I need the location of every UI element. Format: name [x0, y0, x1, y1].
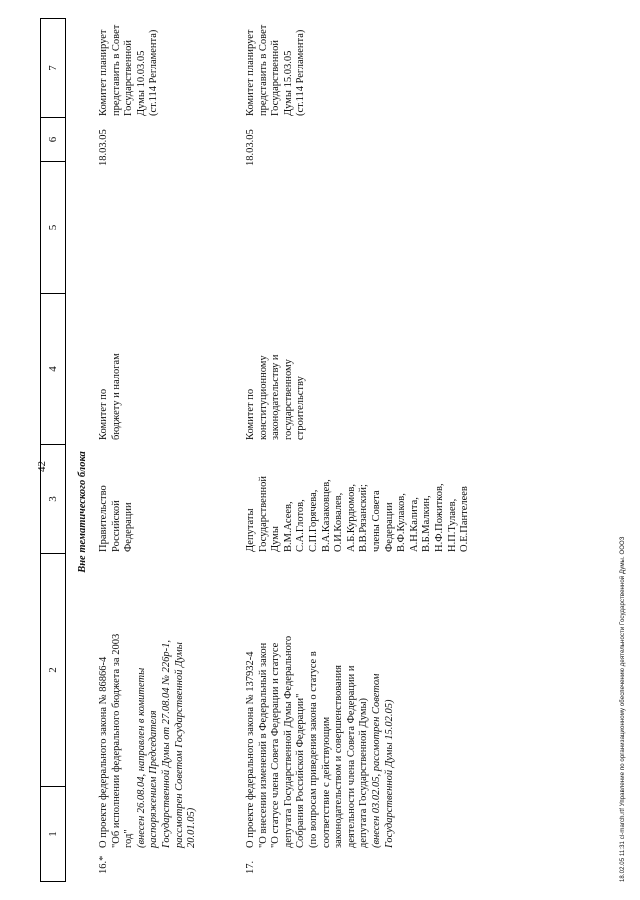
bill-title-line: О проекте федерального закона № 86866-4 — [98, 656, 109, 848]
author-line: В.А.Казаковцев, — [320, 479, 332, 552]
plan-line: Государственной — [123, 40, 135, 116]
header-col-3: 3 — [41, 444, 65, 553]
header-col-7: 7 — [47, 65, 59, 71]
header-col-4: 4 — [41, 293, 65, 444]
committee-line: конституционному — [257, 355, 269, 440]
bill-title-line: О проекте федерального закона № 137932-4 — [245, 651, 256, 848]
author-line: В.М.Асеев, — [282, 501, 294, 552]
author-line: Российской — [110, 500, 122, 552]
page-footer: 18.02.05 11:31 cl-march.rtf Управление по организационному обеспечению деятельности Государственной Думы. ОООЗ — [620, 536, 626, 882]
bill-title-line: Собрания Российской Федерации" — [295, 693, 307, 848]
author-line: О.Е.Пантелеев — [459, 486, 471, 552]
page-number: 42 — [36, 461, 48, 472]
plan-line: представить в Совет — [257, 24, 269, 116]
author-line: В.В.Рязанский; — [358, 484, 370, 552]
header-col-1: 1 — [41, 786, 65, 881]
author-line: О.И.Ковалев, — [333, 492, 345, 552]
plan-note — [98, 6, 161, 116]
bill-title-line: год" — [123, 829, 135, 848]
bill-title-line: соответствие с действующим — [320, 716, 332, 848]
review-date: 18.03.05 — [98, 129, 109, 166]
row-number: 17. — [245, 860, 256, 874]
section-title: Вне тематического блока — [77, 451, 88, 573]
header-col-2: 2 — [41, 553, 65, 786]
header-col-6: 6 — [41, 117, 65, 161]
committee-line: строительству — [295, 376, 307, 440]
bill-description — [98, 580, 199, 848]
committee-line: Комитет по — [98, 388, 109, 440]
plan-line: представить в Совет — [110, 24, 122, 116]
committee-line: Комитет по — [245, 388, 256, 440]
author-line: В.Б.Малкин, — [421, 495, 433, 552]
author-line: А.Н.Калита, — [408, 497, 420, 552]
bill-title-line: "О внесении изменений в Федеральный закон — [257, 642, 269, 848]
bill-note-line: (внесен 03.02.05, рассмотрен Советом — [370, 673, 382, 848]
responsible-committee — [245, 300, 308, 440]
committee-line: законодательству и — [270, 354, 282, 440]
bill-note-line: рассмотрен Советом Государственной Думы — [173, 642, 185, 848]
plan-line: (ст.114 Регламента) — [148, 29, 160, 116]
table-header-row — [40, 18, 66, 882]
author-line: С.А.Глотов, — [295, 499, 307, 552]
plan-line: Комитет планирует — [245, 29, 256, 116]
bill-title-line: "О статусе члена Совета Федерации и статусе — [270, 642, 282, 848]
review-date: 18.03.05 — [245, 129, 256, 166]
bill-note-line: 20.01.05) — [186, 807, 198, 848]
plan-line: Думы 15.03.05 — [282, 50, 294, 116]
bill-title-line: депутата Государственной Думы Федерального — [282, 635, 294, 848]
plan-line: Государственной — [270, 40, 282, 116]
bill-title-line: "Об исполнении федерального бюджета за 2003 — [110, 633, 122, 848]
bill-title-line: законодательством и совершенствования — [333, 665, 345, 848]
author-line: В.Ф.Кулаков, — [396, 493, 408, 552]
author-line: Государственной — [257, 476, 269, 552]
author-line: Правительство — [98, 485, 109, 552]
author-line: Думы — [270, 526, 282, 552]
row-number: 16.* — [98, 855, 109, 874]
bill-title-line: (по вопросам приведения закона о статусе в — [307, 651, 319, 848]
plan-line: (ст.114 Регламента) — [295, 29, 307, 116]
author-line: С.П.Горячева, — [307, 489, 319, 552]
header-col-5: 5 — [41, 161, 65, 293]
committee-line: бюджету и налогам — [110, 353, 122, 440]
plan-line: Комитет планирует — [98, 29, 109, 116]
author-line: А.Б.Курдюмов, — [345, 484, 357, 552]
bill-title-line: деятельности члена Совета Федерации и — [345, 665, 357, 848]
bill-description — [245, 576, 396, 848]
responsible-committee — [98, 300, 123, 440]
bill-author — [98, 452, 136, 552]
author-line: члены Совета — [370, 490, 382, 552]
bill-author — [245, 448, 472, 552]
bill-note-line: Государственной Думы 15.02.05) — [383, 699, 395, 848]
plan-note — [245, 6, 308, 116]
author-line: Депутаты — [245, 508, 256, 552]
author-line: Федерации — [383, 502, 395, 552]
bill-title-line: депутата Государственной Думы) — [358, 697, 370, 848]
bill-note-line: Государственной Думы от 27.08.04 № 226р-1, — [160, 640, 172, 848]
committee-line: государственному — [282, 359, 294, 440]
plan-line: Думы 10.03.05 — [135, 50, 147, 116]
author-line: Н.Ф.Пожитков, — [433, 483, 445, 552]
bill-note-line: (внесен 26.08.04, направлен в комитеты — [135, 667, 147, 848]
bill-note-line: распоряжением Председателя — [148, 710, 160, 848]
author-line: Н.П.Тулаев, — [446, 498, 458, 552]
author-line: Федерации — [123, 502, 135, 552]
